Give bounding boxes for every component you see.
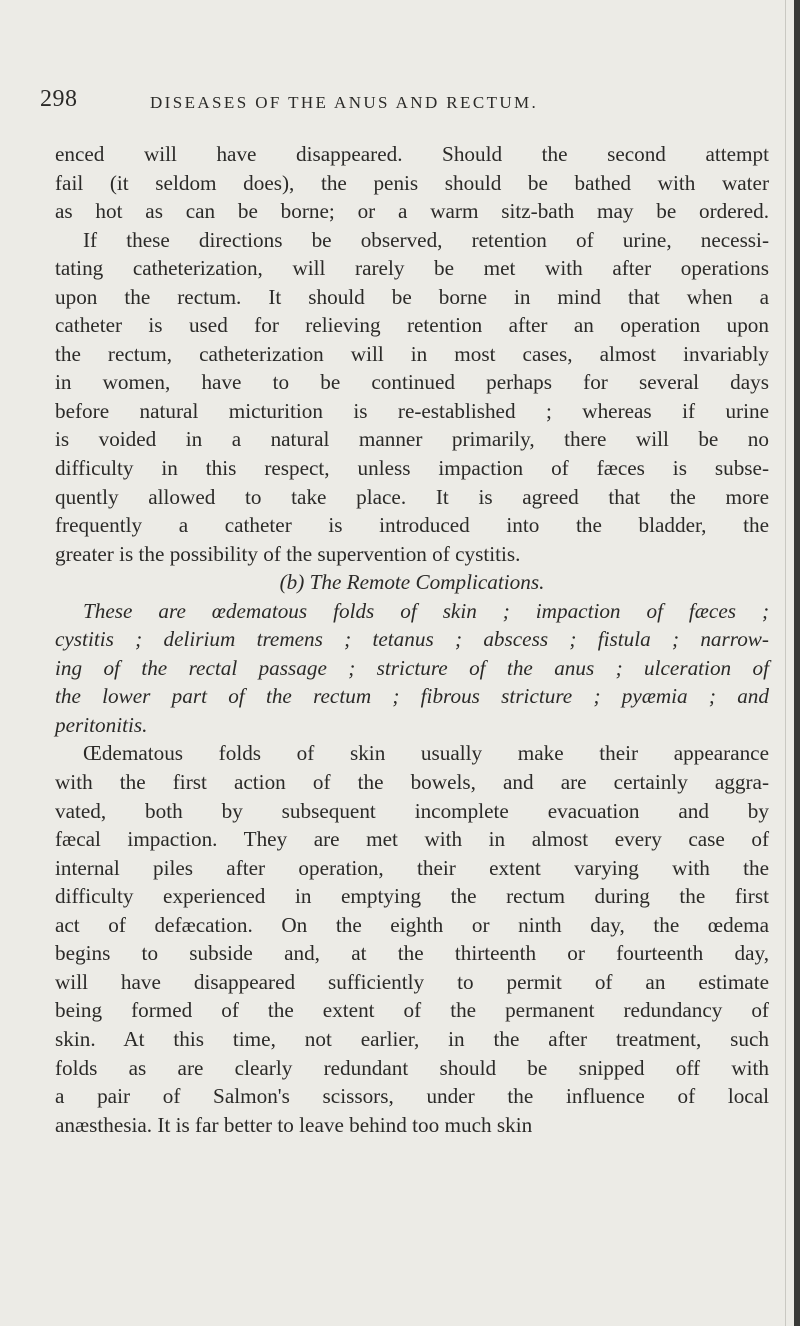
text-line: vated, both by subsequent incomplete evacuation and by xyxy=(55,798,769,823)
page-edge-line xyxy=(785,0,786,1326)
text-line: greater is the possibility of the supervention of cystitis. xyxy=(55,541,521,566)
text-line: skin. At this time, not earlier, in the after treatment, such xyxy=(55,1026,769,1051)
text-line: before natural micturition is re-established ; whereas if urine xyxy=(55,398,769,423)
running-head: DISEASES OF THE ANUS AND RECTUM. xyxy=(150,93,539,112)
text-line: tating catheterization, will rarely be met with after operations xyxy=(55,256,769,281)
text-line: Œdematous folds of skin usually make their appearance xyxy=(83,741,769,766)
text-line: is voided in a natural manner primarily, there will be no xyxy=(55,427,769,452)
text-line: enced will have disappeared. Should the second attempt xyxy=(55,142,769,166)
text-line: the lower part of the rectum ; fibrous stricture ; pyæmia ; and xyxy=(55,684,769,709)
text-line: If these directions be observed, retention of urine, necessi- xyxy=(83,227,769,252)
text-line: fæcal impaction. They are met with in almost every case of xyxy=(55,827,769,852)
text-line: difficulty in this respect, unless impaction of fæces is subse- xyxy=(55,456,769,481)
text-line: cystitis ; delirium tremens ; tetanus ; abscess ; fistula ; narrow- xyxy=(55,627,769,652)
text-line: with the first action of the bowels, and are certainly aggra- xyxy=(55,770,769,795)
body-text xyxy=(55,140,769,1139)
text-line: These are œdematous folds of skin ; impaction of fæces ; xyxy=(83,598,769,623)
text-line: quently allowed to take place. It is agreed that the more xyxy=(55,484,769,509)
text-line: upon the rectum. It should be borne in mind that when a xyxy=(55,284,769,309)
page-edge-shadow xyxy=(794,0,800,1326)
text-line: catheter is used for relieving retention after an operation upon xyxy=(55,313,769,338)
text-line: internal piles after operation, their extent varying with the xyxy=(55,855,769,880)
text-line: as hot as can be borne; or a warm sitz-bath may be ordered. xyxy=(55,199,769,224)
text-line: being formed of the extent of the permanent redundancy of xyxy=(55,998,769,1023)
text-line: (b) The Remote Complications. xyxy=(279,570,545,595)
page-header xyxy=(40,86,770,126)
text-line: act of defæcation. On the eighth or ninth day, the œdema xyxy=(55,912,769,937)
text-line: folds as are clearly redundant should be snipped off with xyxy=(55,1055,769,1080)
text-line: the rectum, catheterization will in most cases, almost invariably xyxy=(55,341,769,366)
text-line: frequently a catheter is introduced into the bladder, the xyxy=(55,513,769,538)
text-line: peritonitis. xyxy=(55,712,148,737)
text-line: fail (it seldom does), the penis should be bathed with water xyxy=(55,170,769,195)
text-line: difficulty experienced in emptying the rectum during the first xyxy=(55,884,769,909)
page-number: 298 xyxy=(40,86,78,112)
text-line: a pair of Salmon's scissors, under the influence of local xyxy=(55,1084,769,1109)
text-line: will have disappeared sufficiently to permit of an estimate xyxy=(55,969,769,994)
text-line: anæsthesia. It is far better to leave behind too much skin xyxy=(55,1112,533,1137)
text-line: ing of the rectal passage ; stricture of the anus ; ulceration of xyxy=(55,655,769,680)
text-line: begins to subside and, at the thirteenth or fourteenth day, xyxy=(55,941,769,966)
text-line: in women, have to be continued perhaps for several days xyxy=(55,370,769,395)
